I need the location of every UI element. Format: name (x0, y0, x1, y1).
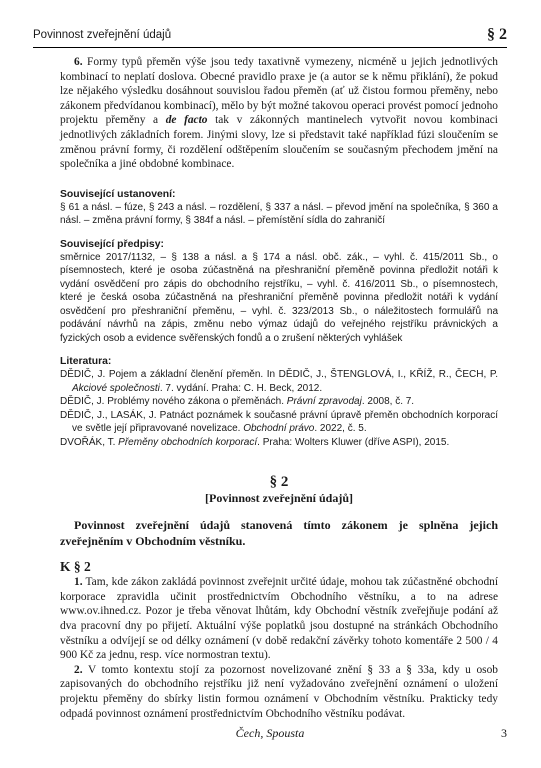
text-run: . Praha: Wolters Kluwer (dříve ASPI), 2015. (257, 436, 450, 448)
literature-heading: Literatura: (60, 356, 112, 368)
page-body (60, 55, 498, 721)
related-regulations-heading: Související předpisy: (60, 238, 164, 250)
text-run: DĚDIČ, J. Pojem a základní členění přeměn. In DĚDIČ, J., ŠTENGLOVÁ, I., KŘÍŽ, R., ČECH, P. (60, 369, 498, 381)
related-provisions-text: § 61 a násl. – fúze, § 243 a násl. – rozdělení, § 337 a násl. – převod jmění na společníka, § 360 a násl. – změna právní formy, § 384f a násl. – přemístění sídla do zahraničí (60, 201, 498, 227)
text-run: DVOŘÁK, T. (60, 436, 119, 448)
paragraph-number: 6. (74, 56, 83, 68)
text-run: Tam, kde zákon zakládá povinnost zveřejnit určité údaje, mohou tak zúčastněné obchodní korporace zpravidla učinit prostřednictvím Obchodního věstníku, a to na adrese www.ov.ihned.cz. Pozor je třeba věnovat lhůtám, kdy Obchodní věstník zveřejňuje podání až dva pracovní dny po přijetí. Aktuální výše poplatků jsou dostupné na stránkách Obchodního věstníku a odvíjejí se od délky oznámení (v době redakční závěrky tohoto komentáře 2 500 / 4 900 Kč za jednu, resp. více normostran textu). (60, 576, 498, 662)
text-run: DĚDIČ, J., LASÁK, J. Patnáct poznámek k současné právní úpravě přeměn obchodních korporací ve světle její připravované novelizace. (60, 409, 498, 435)
header-title: Povinnost zveřejnění údajů (33, 29, 172, 41)
italic-text: Právní zpravodaj (286, 396, 362, 408)
text-run: . 7. vydání. Praha: C. H. Beck, 2012. (159, 382, 323, 394)
text-run: tak v zákonných mantinelech vytvořit novou kombinaci jednotlivých základních forem. Jinými slovy, lze si představit také například fúzi sloučením se změnou právní formy, či rozdělení odštěpením sloučením se současným přechodem jmění na společníka a jiné obdobné kombinace. (60, 114, 498, 171)
literature-item (60, 368, 498, 395)
commentary-paragraph-2 (60, 663, 498, 721)
literature-item (60, 409, 498, 436)
italic-text: Obchodní právo (243, 423, 315, 435)
text-run: DĚDIČ, J. Problémy nového zákona o přeměnách. (60, 396, 287, 408)
text-run: Formy typů přeměn výše jsou tedy taxativně vymezeny, nicméně u jejich jednotlivých kombinací to neplatí doslova. Obecné pravidlo praxe je (a autor se k němu přiklání), že pokud lze nějakého výsledku dosáhnout souvislou řadou přeměn (ať už čistou formou přeměny, nebo zákonem předvídanou kombinací), mělo by být možné takovou operaci provést pomocí jednoho projektu přeměny a (60, 56, 498, 127)
paragraph-number: 1. (74, 576, 83, 589)
section-title: [Povinnost zveřejnění údajů] (205, 491, 353, 506)
commentary-paragraph-1 (60, 575, 498, 663)
literature-item (60, 436, 498, 450)
section-law-text: Povinnost zveřejnění údajů stanovená tímto zákonem je splněna jejich zveřejněním v Obchodním věstníku. (60, 518, 498, 548)
header-section-number: § 2 (487, 26, 507, 43)
commentary-heading: K § 2 (60, 559, 91, 575)
header-rule (33, 47, 507, 48)
paragraph-number: 2. (74, 663, 83, 676)
section-number: § 2 (269, 474, 289, 491)
italic-text: Akciové společnosti (72, 382, 160, 394)
related-regulations-text: směrnice 2017/1132, – § 138 a násl. a § 174 a násl. obč. zák., – vyhl. č. 415/2011 Sb., o písemnostech, které je osoba zúčastněná na přeshraniční přeměně povinna předložit notáři k vydání osvědčení pro zápis do obchodního rejstříku, – vyhl. č. 416/2011 Sb., o písemnostech, které je česká osoba zúčastněná na přeshraniční přeměně povinna předložit notáři k vydání osvědčení pro přeshraniční přeměnu, – vyhl. č. 323/2013 Sb., o náležitostech formulářů na podávání návrhů na zápis, změnu nebo výmaz údajů do veřejného rejstříku právnických a fyzických osob a evidence svěřenských fondů a o zrušení některých vyhlášek (60, 251, 498, 344)
related-provisions-heading: Související ustanovení: (60, 188, 176, 200)
italic-text: de facto (165, 114, 208, 127)
footer-authors: Čech, Spousta (235, 726, 305, 740)
running-header (33, 26, 507, 48)
commentary-paragraph-6 (60, 55, 498, 172)
page-footer (33, 726, 507, 742)
page-number: 3 (501, 726, 507, 740)
literature-item (60, 395, 498, 409)
italic-text: Přeměny obchodních korporací (118, 436, 258, 448)
text-run: . 2008, č. 7. (361, 396, 415, 408)
text-run: V tomto kontextu stojí za pozornost novelizované znění § 33 a § 33a, kdy u osob zapisovaných do obchodního rejstříku již není vyžadováno zveřejnění oznámení o uložení projektu přeměny do sbírky listin formou oznámení v Obchodním věstníku. Prakticky tedy odpadá povinnost oznámení prostřednictvím Obchodního věstníku podávat. (60, 663, 498, 720)
text-run: . 2022, č. 5. (314, 423, 367, 435)
